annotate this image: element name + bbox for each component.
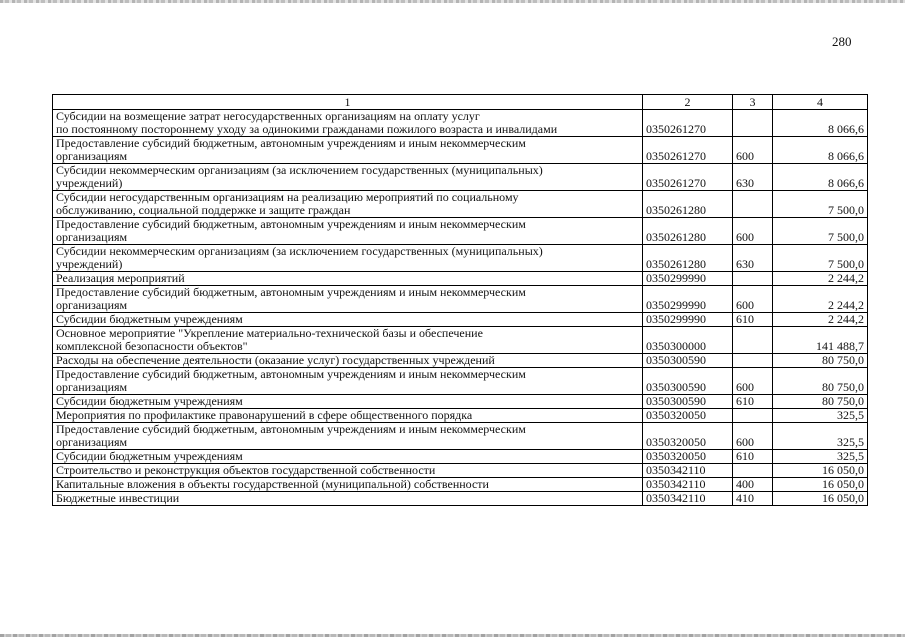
row-name-line: комплексной безопасности объектов" xyxy=(56,339,248,353)
row-code-cell: 0350261270 xyxy=(643,110,733,137)
row-amount-cell: 80 750,0 xyxy=(773,395,868,409)
table-row xyxy=(53,110,868,137)
column-header-amount: 4 xyxy=(773,95,868,110)
row-name-line: Бюджетные инвестиции xyxy=(56,491,180,505)
row-name-cell xyxy=(53,245,643,272)
row-name-cell xyxy=(53,313,643,327)
row-kind-cell xyxy=(733,191,773,218)
row-name-line: Строительство и реконструкция объектов государственной собственности xyxy=(56,463,436,477)
row-code-cell: 0350261280 xyxy=(643,218,733,245)
row-name-line: по постоянному постороннему уходу за одинокими гражданами пожилого возраста и инвалидами xyxy=(56,122,558,136)
row-code-cell: 0350261280 xyxy=(643,245,733,272)
row-name-cell xyxy=(53,478,643,492)
row-name-cell xyxy=(53,137,643,164)
row-name-line: организациям xyxy=(56,149,128,163)
row-name-line: Субсидии бюджетным учреждениям xyxy=(56,312,243,326)
row-code-cell: 0350261270 xyxy=(643,137,733,164)
table-row xyxy=(53,313,868,327)
row-kind-cell xyxy=(733,354,773,368)
table-row xyxy=(53,450,868,464)
table-row xyxy=(53,492,868,506)
row-kind-cell xyxy=(733,110,773,137)
row-name-line: организациям xyxy=(56,230,128,244)
row-name-line: Расходы на обеспечение деятельности (оказание услуг) государственных учреждений xyxy=(56,353,495,367)
row-name-line: Предоставление субсидий бюджетным, автономным учреждениям и иным некоммерческим xyxy=(56,136,526,150)
row-name-line: учреждений) xyxy=(56,176,123,190)
row-name-line: Субсидии негосударственным организациям на реализацию мероприятий по социальному xyxy=(56,190,519,204)
table-row xyxy=(53,245,868,272)
row-amount-cell: 8 066,6 xyxy=(773,137,868,164)
row-name-line: учреждений) xyxy=(56,257,123,271)
row-name-cell xyxy=(53,191,643,218)
row-kind-cell xyxy=(733,272,773,286)
row-name-cell xyxy=(53,395,643,409)
row-code-cell: 0350320050 xyxy=(643,450,733,464)
row-kind-cell: 630 xyxy=(733,164,773,191)
column-header-kind: 3 xyxy=(733,95,773,110)
table-row xyxy=(53,218,868,245)
row-name-line: Предоставление субсидий бюджетным, автономным учреждениям и иным некоммерческим xyxy=(56,285,526,299)
row-name-line: Субсидии некоммерческим организациям (за исключением государственных (муниципальных) xyxy=(56,244,543,258)
row-kind-cell xyxy=(733,327,773,354)
table-row xyxy=(53,423,868,450)
row-code-cell: 0350300590 xyxy=(643,354,733,368)
row-name-cell xyxy=(53,110,643,137)
row-name-line: Предоставление субсидий бюджетным, автономным учреждениям и иным некоммерческим xyxy=(56,422,526,436)
row-name-line: Субсидии бюджетным учреждениям xyxy=(56,394,243,408)
row-name-line: Предоставление субсидий бюджетным, автономным учреждениям и иным некоммерческим xyxy=(56,367,526,381)
column-header-name: 1 xyxy=(53,95,643,110)
row-amount-cell: 141 488,7 xyxy=(773,327,868,354)
table-header-row xyxy=(53,95,868,110)
scan-edge-top xyxy=(0,0,905,3)
row-code-cell: 0350300590 xyxy=(643,395,733,409)
row-amount-cell: 8 066,6 xyxy=(773,110,868,137)
row-kind-cell: 630 xyxy=(733,245,773,272)
row-code-cell: 0350300000 xyxy=(643,327,733,354)
row-kind-cell: 400 xyxy=(733,478,773,492)
column-header-code: 2 xyxy=(643,95,733,110)
row-code-cell: 0350320050 xyxy=(643,423,733,450)
row-name-cell xyxy=(53,450,643,464)
row-name-line: Капитальные вложения в объекты государственной (муниципальной) собственности xyxy=(56,477,489,491)
scan-edge-bottom xyxy=(0,634,905,637)
row-amount-cell: 325,5 xyxy=(773,450,868,464)
row-name-cell xyxy=(53,409,643,423)
row-amount-cell: 16 050,0 xyxy=(773,492,868,506)
row-amount-cell: 80 750,0 xyxy=(773,368,868,395)
row-kind-cell: 600 xyxy=(733,423,773,450)
row-name-cell xyxy=(53,286,643,313)
row-amount-cell: 16 050,0 xyxy=(773,478,868,492)
row-code-cell: 0350342110 xyxy=(643,492,733,506)
row-amount-cell: 2 244,2 xyxy=(773,286,868,313)
row-kind-cell xyxy=(733,464,773,478)
table-row xyxy=(53,395,868,409)
table-row xyxy=(53,286,868,313)
row-name-cell xyxy=(53,218,643,245)
row-name-line: организациям xyxy=(56,380,128,394)
row-name-line: организациям xyxy=(56,435,128,449)
row-name-line: Предоставление субсидий бюджетным, автономным учреждениям и иным некоммерческим xyxy=(56,217,526,231)
table-row xyxy=(53,368,868,395)
row-code-cell: 0350299990 xyxy=(643,313,733,327)
row-code-cell: 0350342110 xyxy=(643,464,733,478)
row-name-cell xyxy=(53,327,643,354)
row-name-line: Реализация мероприятий xyxy=(56,271,185,285)
row-kind-cell: 410 xyxy=(733,492,773,506)
row-kind-cell: 610 xyxy=(733,450,773,464)
row-kind-cell: 610 xyxy=(733,313,773,327)
row-amount-cell: 16 050,0 xyxy=(773,464,868,478)
row-code-cell: 0350300590 xyxy=(643,368,733,395)
row-amount-cell: 2 244,2 xyxy=(773,272,868,286)
table-row xyxy=(53,164,868,191)
row-kind-cell: 610 xyxy=(733,395,773,409)
row-kind-cell: 600 xyxy=(733,137,773,164)
page-number: 280 xyxy=(832,34,852,49)
row-amount-cell: 7 500,0 xyxy=(773,191,868,218)
row-amount-cell: 2 244,2 xyxy=(773,313,868,327)
row-name-cell xyxy=(53,272,643,286)
row-name-cell xyxy=(53,464,643,478)
row-amount-cell: 80 750,0 xyxy=(773,354,868,368)
row-amount-cell: 325,5 xyxy=(773,409,868,423)
row-amount-cell: 325,5 xyxy=(773,423,868,450)
table-row xyxy=(53,191,868,218)
row-kind-cell xyxy=(733,409,773,423)
row-kind-cell: 600 xyxy=(733,368,773,395)
row-kind-cell: 600 xyxy=(733,286,773,313)
table-row xyxy=(53,354,868,368)
row-name-line: Субсидии на возмещение затрат негосударственных организациям на оплату услуг xyxy=(56,109,480,123)
row-name-cell xyxy=(53,354,643,368)
row-code-cell: 0350299990 xyxy=(643,272,733,286)
row-amount-cell: 8 066,6 xyxy=(773,164,868,191)
row-name-cell xyxy=(53,423,643,450)
row-name-line: организациям xyxy=(56,298,128,312)
row-name-cell xyxy=(53,368,643,395)
table-row xyxy=(53,137,868,164)
row-code-cell: 0350299990 xyxy=(643,286,733,313)
row-code-cell: 0350261280 xyxy=(643,191,733,218)
table-row xyxy=(53,272,868,286)
table-row xyxy=(53,478,868,492)
row-name-cell xyxy=(53,492,643,506)
budget-table xyxy=(52,94,868,506)
row-name-line: Основное мероприятие "Укрепление материально-технической базы и обеспечение xyxy=(56,326,483,340)
row-code-cell: 0350342110 xyxy=(643,478,733,492)
row-name-line: Мероприятия по профилактике правонарушений в сфере общественного порядка xyxy=(56,408,473,422)
row-amount-cell: 7 500,0 xyxy=(773,218,868,245)
row-name-line: Субсидии некоммерческим организациям (за исключением государственных (муниципальных) xyxy=(56,163,543,177)
row-name-line: Субсидии бюджетным учреждениям xyxy=(56,449,243,463)
table-row xyxy=(53,464,868,478)
row-code-cell: 0350261270 xyxy=(643,164,733,191)
table-row xyxy=(53,327,868,354)
row-name-line: обслуживанию, социальной поддержке и защите граждан xyxy=(56,203,351,217)
table-row xyxy=(53,409,868,423)
row-kind-cell: 600 xyxy=(733,218,773,245)
row-code-cell: 0350320050 xyxy=(643,409,733,423)
row-amount-cell: 7 500,0 xyxy=(773,245,868,272)
row-name-cell xyxy=(53,164,643,191)
